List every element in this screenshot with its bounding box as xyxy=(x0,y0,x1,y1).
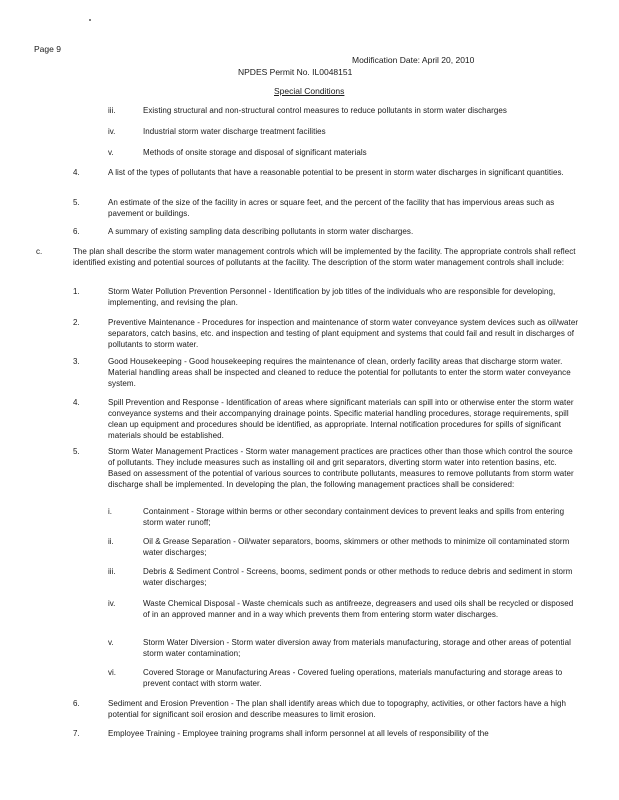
item-text: Employee Training - Employee training programs shall inform personnel at all levels of responsibility of the xyxy=(108,729,489,738)
item-number: 5. xyxy=(73,198,80,207)
item-number: i. xyxy=(108,507,112,516)
item-text: Waste Chemical Disposal - Waste chemicals such as antifreeze, degreasers and used oils shall be recycled or disposed of in an approved manner and in a way which prevents them from entering storm water discharges. xyxy=(143,599,574,619)
item-text: Containment - Storage within berms or other secondary containment devices to prevent leaks and spills from entering storm water runoff; xyxy=(143,507,565,527)
item-number: 6. xyxy=(73,227,80,236)
item-number: iii. xyxy=(108,106,116,115)
section-title: Special Conditions xyxy=(274,86,345,96)
item-text: Existing structural and non-structural control measures to reduce pollutants in storm water discharges xyxy=(143,106,507,115)
item-number: 3. xyxy=(73,357,80,366)
item-text: The plan shall describe the storm water management controls which will be implemented by the facility. The appropriate controls shall reflect identified existing and potential sources of pollutants at the facility. The description of the storm water management controls shall include: xyxy=(73,247,576,267)
item-text: Storm Water Diversion - Storm water diversion away from materials manufacturing, storage and other areas of potential storm water contamination; xyxy=(143,638,571,658)
item-text: A list of the types of pollutants that have a reasonable potential to be present in storm water discharges in significant quantities. xyxy=(108,168,564,177)
item-text: Good Housekeeping - Good housekeeping requires the maintenance of clean, orderly facility areas that discharge storm water. Material handling areas shall be inspected and cleaned to reduce the potential for pollutants to enter the storm water conveyance system. xyxy=(108,357,571,388)
item-number: 2. xyxy=(73,318,80,327)
item-number: iv. xyxy=(108,599,116,608)
modification-date: Modification Date: April 20, 2010 xyxy=(352,55,475,65)
item-number: 6. xyxy=(73,699,80,708)
item-number: 4. xyxy=(73,168,80,177)
item-text: Preventive Maintenance - Procedures for inspection and maintenance of storm water conveyance system devices such as oil/water separators, catch basins, etc. and inspection and testing of plant equipment and systems that could fail and result in discharges of pollutants to storm water. xyxy=(108,318,579,349)
item-number: vi. xyxy=(108,668,116,677)
item-number: v. xyxy=(108,148,114,157)
item-number: ii. xyxy=(108,537,114,546)
item-text: Methods of onsite storage and disposal of significant materials xyxy=(143,148,367,157)
page-number: Page 9 xyxy=(34,44,61,54)
scan-speck xyxy=(89,19,91,21)
item-number: 7. xyxy=(73,729,80,738)
permit-number: NPDES Permit No. IL0048151 xyxy=(238,67,353,77)
item-text: Storm Water Pollution Prevention Personnel - Identification by job titles of the individuals who are responsible for developing, implementing, and revising the plan. xyxy=(108,287,556,307)
item-text: Debris & Sediment Control - Screens, booms, sediment ponds or other methods to reduce debris and sediment in storm water discharges; xyxy=(143,567,573,587)
item-number: 1. xyxy=(73,287,80,296)
item-text: A summary of existing sampling data describing pollutants in storm water discharges. xyxy=(108,227,414,236)
item-number: iii. xyxy=(108,567,116,576)
item-text: Oil & Grease Separation - Oil/water separators, booms, skimmers or other methods to minimize oil contaminated storm water discharges; xyxy=(143,537,570,557)
item-number: c. xyxy=(36,247,43,256)
item-number: 5. xyxy=(73,447,80,456)
item-text: Sediment and Erosion Prevention - The plan shall identify areas which due to topography, activities, or other factors have a high potential for significant soil erosion and describe measures to limit erosion. xyxy=(108,699,566,719)
item-text: Spill Prevention and Response - Identification of areas where significant materials can spill into or otherwise enter the storm water conveyance systems and their accompanying drainage points. Specific material handling procedures, storage requirements, spill clean up equipment and procedures should be identified, as appropriate. Internal notification procedures for spills of significant materials should be established. xyxy=(108,398,574,440)
item-number: v. xyxy=(108,638,114,647)
item-text: Covered Storage or Manufacturing Areas - Covered fueling operations, materials manufacturing and storage areas to prevent contact with storm water. xyxy=(143,668,563,688)
item-text: Industrial storm water discharge treatment facilities xyxy=(143,127,326,136)
item-text: Storm Water Management Practices - Storm water management practices are practices other than those which control the source of pollutants. They include measures such as installing oil and grit separators, diverting storm water into retention basins, etc. Based on assessment of the potential of various sources to contribute pollutants, measures to remove pollutants from storm water discharge shall be implemented. In developing the plan, the following management practices shall be considered: xyxy=(108,447,574,489)
item-text: An estimate of the size of the facility in acres or square feet, and the percent of the facility that has impervious areas such as pavement or buildings. xyxy=(108,198,555,218)
item-number: iv. xyxy=(108,127,116,136)
item-number: 4. xyxy=(73,398,80,407)
